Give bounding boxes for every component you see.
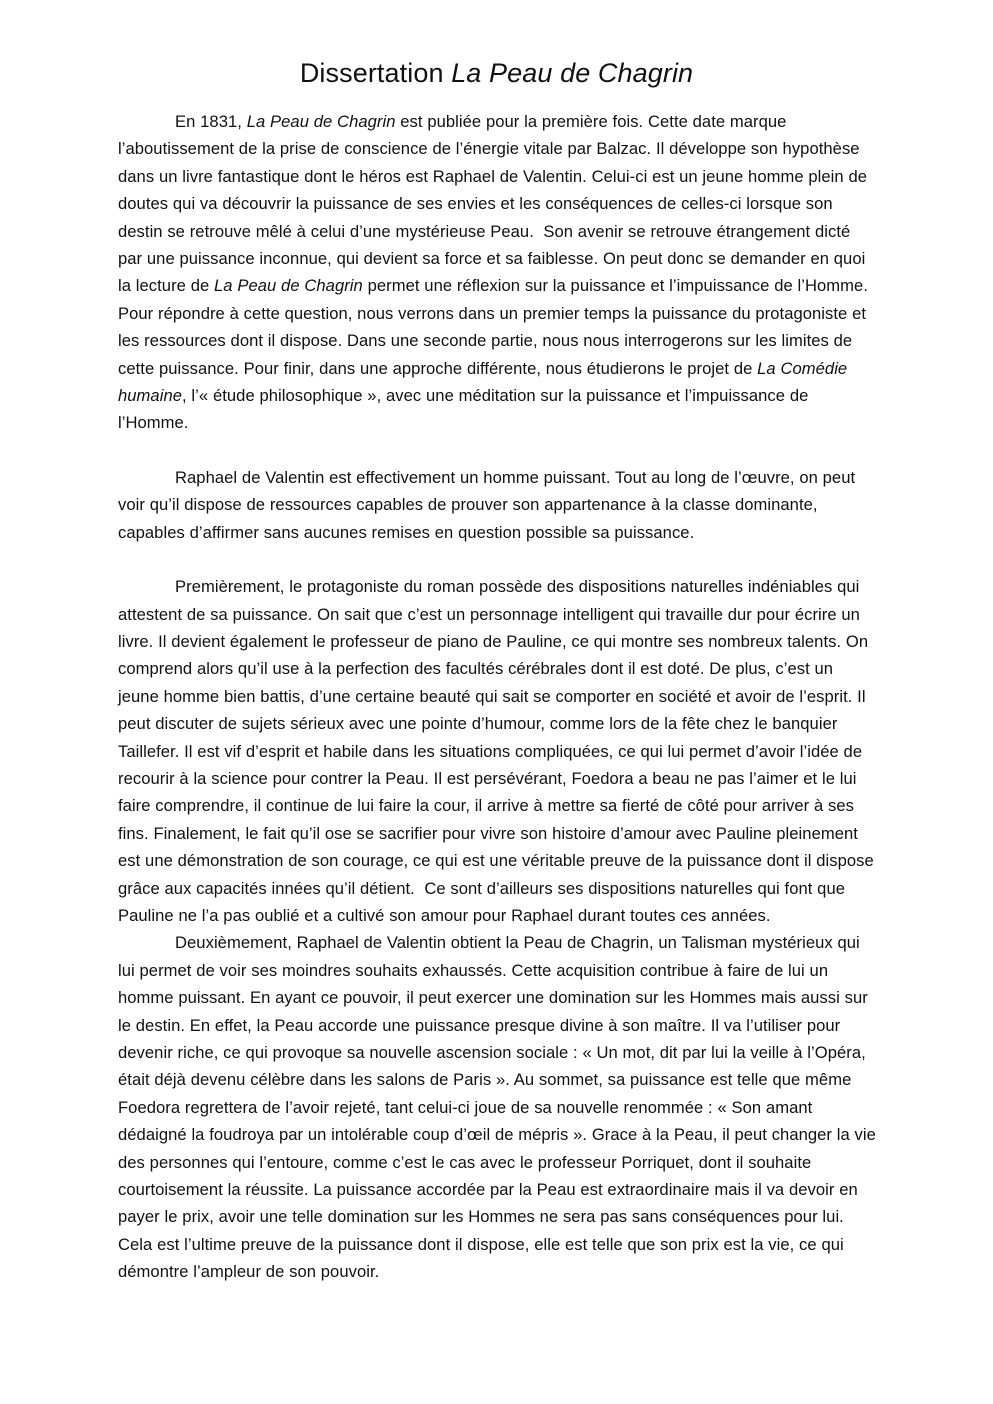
intro-title-ref-3: La Comédie humaine	[118, 358, 852, 406]
document-body	[118, 108, 881, 1286]
paragraph-introduction	[118, 108, 876, 437]
page-title-italic: La Peau de Chagrin	[451, 58, 694, 89]
paragraph-first-argument: Premièrement, le protagoniste du roman possède des dispositions naturelles indéniables qui attestent de sa puissance. On sait que c’est un personnage intelligent qui travaille dur pour écrire un livre. Il devient également le professeur de piano de Pauline, ce qui montre ses nombreux talents. On comprend alors qu’il use à la perfection des facultés cérébrales dont il est doté. De plus, c’est un jeune homme bien battis, d’une certaine beauté qui sait se comporter en société et avoir de l’esprit. Il peut discuter de sujets sérieux avec une pointe d’humour, comme lors de la fête chez le banquier Taillefer. Il est vif d’esprit et habile dans les situations compliquées, ce qui lui permet d’avoir l’idée de recourir à la science pour contrer la Peau. Il est persévérant, Foedora a beau ne pas l’aimer et le lui faire comprendre, il continue de lui faire la cour, il arrive à mettre sa fierté de côté pour arriver à ses fins. Finalement, le fait qu’il ose se sacrifier pour vivre son histoire d’amour avec Pauline pleinement est une démonstration de son courage, ce qui est une véritable preuve de la puissance dont il dispose grâce aux capacités innées qu’il détient. Ce sont d’ailleurs ses dispositions naturelles qui font que Pauline ne l’a pas oublié et a cultivé son amour pour Raphael durant toutes ces années.	[118, 577, 879, 925]
intro-text-4: , l’« étude philosophique », avec une méditation sur la puissance et l’impuissance de l’Homme.	[118, 386, 814, 433]
intro-text-3: permet une réflexion sur la puissance et l’impuissance de l’Homme. Pour répondre à cette question, nous verrons dans un premier temps la puissance du protagoniste et les ressources dont il dispose. Dans une seconde partie, nous nous interrogerons sur les limites de cette puissance. Pour finir, dans une approche différente, nous étudierons le projet de	[118, 276, 873, 378]
page-title	[0, 56, 993, 90]
paragraph-second-argument: Deuxièmement, Raphael de Valentin obtient la Peau de Chagrin, un Talisman mystérieux qui lui permet de voir ses moindres souhaits exhaussés. Cette acquisition contribue à faire de lui un homme puissant. En ayant ce pouvoir, il peut exercer une domination sur les Hommes mais aussi sur le destin. En effet, la Peau accorde une puissance presque divine à son maître. Il va l’utiliser pour devenir riche, ce qui provoque sa nouvelle ascension sociale : « Un mot, dit par lui la veille à l’Opéra, était déjà devenu célèbre dans les salons de Paris ». Au sommet, sa puissance est telle que même Foedora regrettera de l’avoir rejeté, tant celui-ci joue de sa nouvelle renommée : « Son amant dédaigné la foudroya par un intolérable coup d’œil de mépris ». Grace à la Peau, il peut changer la vie des personnes qui l’entoure, comme c’est le cas avec le professeur Porriquet, dont il souhaite courtoisement la réussite. La puissance accordée par la Peau est extraordinaire mais il va devoir en payer le prix, avoir une telle domination sur les Hommes ne sera pas sans conséquences pour lui. Cela est l’ultime preuve de la puissance dont il dispose, elle est telle que son prix est la vie, ce qui démontre l’ampleur de son pouvoir.	[118, 933, 881, 1282]
paragraph-thesis: Raphael de Valentin est effectivement un homme puissant. Tout au long de l’œuvre, on peut voir qu’il dispose de ressources capables de prouver son appartenance à la classe dominante, capables d’affirmer sans aucunes remises en question possible sa puissance.	[118, 467, 860, 542]
intro-title-ref-2: La Peau de Chagrin	[214, 276, 363, 296]
page-title-plain: Dissertation	[299, 58, 452, 89]
intro-text-2: est publiée pour la première fois. Cette date marque l’aboutissement de la prise de conscience de l’énergie vitale par Balzac. Il développe son hypothèse dans un livre fantastique dont le héros est Raphael de Valentin. Celui-ci est un jeune homme plein de doutes qui va découvrir la puissance de ses envies et les conséquences de celles-ci lorsque son destin se retrouve mêlé à celui d’une mystérieuse Peau. Son avenir se retrouve étrangement dicté par une puissance inconnue, qui devient sa force et sa faiblesse. On peut donc se demander en quoi la lecture de	[118, 112, 872, 296]
intro-title-ref-1: La Peau de Chagrin	[246, 112, 396, 131]
intro-text-1: En 1831,	[175, 112, 247, 131]
